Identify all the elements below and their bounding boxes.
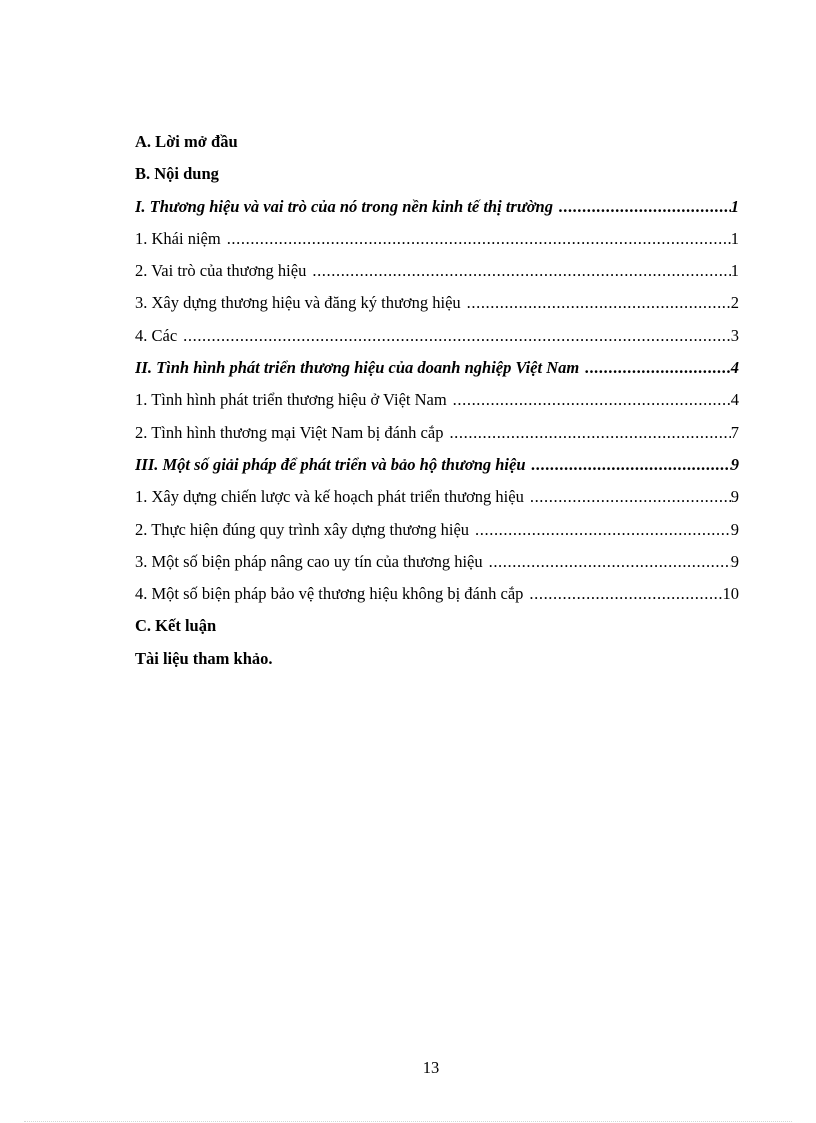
page-number: 13	[422, 1058, 440, 1077]
toc-leader	[579, 352, 731, 384]
toc-leader	[443, 417, 730, 449]
toc-item	[135, 481, 739, 513]
toc-item-label: 2. Vai trò của thương hiệu	[135, 261, 307, 281]
toc-leader	[461, 287, 731, 319]
toc-item	[135, 546, 739, 578]
toc-leader	[469, 514, 731, 546]
toc-item	[135, 514, 739, 546]
toc-page-number: 4	[730, 358, 739, 378]
toc-item-label: 2. Thực hiện đúng quy trình xây dựng thương hiệu	[135, 519, 470, 539]
toc-section-2	[135, 352, 739, 384]
toc-item-label: 4. Các	[135, 325, 178, 345]
toc-leader	[483, 546, 731, 578]
toc-page-number: 4	[730, 390, 739, 410]
toc-page-number: 7	[730, 422, 739, 442]
toc-leader	[447, 384, 731, 416]
toc-page-number: 2	[730, 293, 739, 313]
toc-leader	[177, 320, 731, 352]
toc-heading-intro: A. Lời mở đầu	[135, 132, 238, 151]
page-bottom-divider	[24, 1121, 792, 1122]
toc-heading-conclusion: C. Kết luận	[135, 616, 217, 636]
toc-item	[135, 384, 739, 416]
toc-item-label: 1. Khái niệm	[135, 228, 221, 248]
toc-item-label: 2. Tình hình thương mại Việt Nam bị đánh cắp	[135, 422, 444, 442]
toc-page-number: 9	[730, 454, 739, 474]
toc-item-label: 1. Tình hình phát triển thương hiệu ở Việt Nam	[135, 390, 447, 410]
toc-item-label: 3. Một số biện pháp nâng cao uy tín của thương hiệu	[135, 551, 483, 571]
toc-section-title: I. Thương hiệu và vai trò của nó trong nền kinh tế thị trường	[135, 196, 553, 216]
toc-page-number: 9	[730, 487, 739, 507]
toc-leader	[306, 255, 730, 287]
toc-item	[135, 287, 739, 319]
toc-page-number: 1	[730, 196, 739, 216]
toc-leader	[524, 481, 731, 513]
toc-section-title: III. Một số giải pháp để phát triển và bảo hộ thương hiệu	[135, 454, 526, 474]
toc-leader	[523, 578, 722, 610]
toc-page-number: 1	[730, 228, 739, 248]
toc-page-number: 9	[730, 551, 739, 571]
toc-heading-content: B. Nội dung	[135, 164, 219, 184]
toc-leader	[526, 449, 731, 481]
table-of-contents	[135, 126, 739, 675]
toc-leader	[553, 191, 731, 223]
toc-page-number: 9	[730, 519, 739, 539]
toc-item-label: 1. Xây dựng chiến lược và kế hoạch phát triển thương hiệu	[135, 487, 524, 507]
toc-section-1	[135, 191, 739, 223]
toc-page-number: 3	[730, 325, 739, 345]
toc-heading-references: Tài liệu tham khảo.	[135, 648, 273, 668]
toc-leader	[221, 223, 731, 255]
toc-item-label: 3. Xây dựng thương hiệu và đăng ký thương hiệu	[135, 293, 461, 313]
toc-item	[135, 417, 739, 449]
toc-item	[135, 578, 739, 610]
toc-item	[135, 255, 739, 287]
toc-item	[135, 320, 739, 352]
toc-item-label: 4. Một số biện pháp bảo vệ thương hiệu không bị đánh cắp	[135, 584, 524, 604]
toc-section-title: II. Tình hình phát triển thương hiệu của doanh nghiệp Việt Nam	[135, 358, 580, 378]
toc-item	[135, 223, 739, 255]
toc-page-number: 10	[722, 584, 739, 604]
toc-section-3	[135, 449, 739, 481]
toc-page-number: 1	[730, 261, 739, 281]
